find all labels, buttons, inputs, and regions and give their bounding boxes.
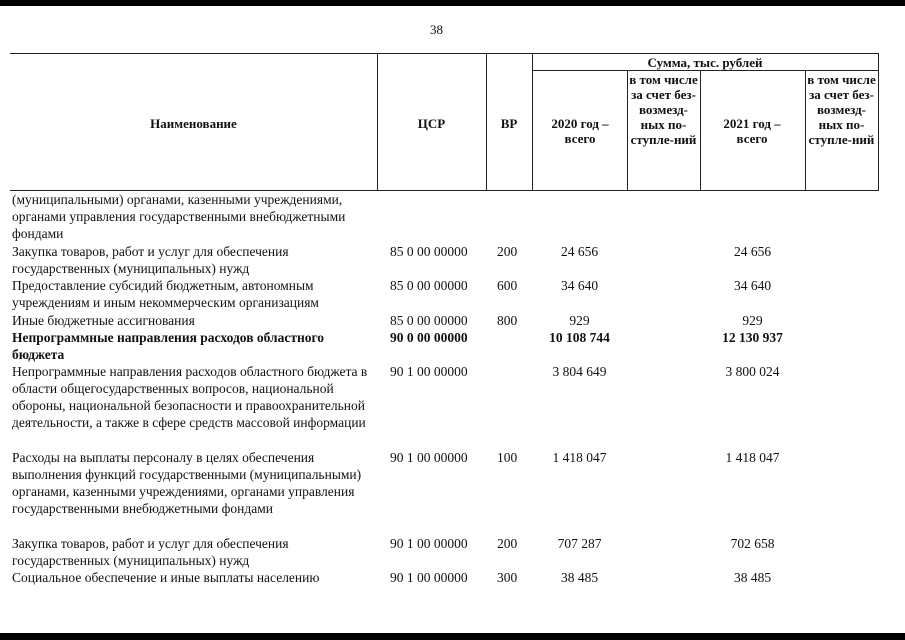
col-header-2020-incl: в том числе за счет без-возмезд-ных по-ступле-ний: [629, 72, 698, 147]
row-name: Непрограммные направления расходов областного бюджета: [12, 330, 325, 362]
row-value-2021: 12 130 937: [722, 330, 783, 345]
row-csr: 85 0 00 00000: [390, 313, 468, 328]
page-number: 38: [430, 22, 443, 37]
row-vr: 200: [497, 536, 518, 551]
row-value-2020: 929: [569, 313, 590, 328]
row-name: Расходы на выплаты персоналу в целях обеспечения выполнения функций государственными (муниципальными) органами, казенными учреждениями, органами управления государственными внебюджетными фондами: [12, 450, 362, 516]
row-value-2020: 38 485: [560, 570, 599, 585]
row-vr: 100: [497, 450, 518, 465]
row-name: Закупка товаров, работ и услуг для обеспечения государственных (муниципальных) нужд: [12, 244, 289, 276]
row-vr: 600: [497, 278, 518, 293]
row-name: Иные бюджетные ассигнования: [12, 313, 195, 328]
row-csr: 90 1 00 00000: [390, 570, 468, 585]
row-value-2020: 707 287: [557, 536, 602, 551]
col-header-name: Наименование: [150, 116, 237, 131]
row-name: Непрограммные направления расходов областного бюджета в области общегосударственных вопросов, национальной обороны, национальной безопасности и правоохранительной деятельности, а также в сфере средств массовой информации: [12, 364, 368, 430]
col-header-sum-group: Сумма, тыс. рублей: [647, 55, 763, 70]
row-vr: 200: [497, 244, 518, 259]
row-value-2021: 34 640: [733, 278, 772, 293]
row-name: Социальное обеспечение и иные выплаты населению: [12, 570, 320, 585]
row-name: Предоставление субсидий бюджетным, автономным учреждениям и иным некоммерческим организациям: [12, 278, 319, 310]
row-csr: 85 0 00 00000: [390, 278, 468, 293]
row-csr: 90 1 00 00000: [390, 450, 468, 465]
row-value-2020: 24 656: [560, 244, 599, 259]
row-value-2021: 702 658: [730, 536, 775, 551]
row-vr: 800: [497, 313, 518, 328]
top-border: [0, 0, 905, 6]
row-value-2020: 1 418 047: [552, 450, 607, 465]
row-vr: 300: [497, 570, 518, 585]
row-value-2020: 34 640: [560, 278, 599, 293]
row-value-2021: 24 656: [733, 244, 772, 259]
row-value-2021: 38 485: [733, 570, 772, 585]
row-value-2021: 1 418 047: [725, 450, 780, 465]
col-header-2021-incl: в том числе за счет без-возмезд-ных по-ступле-ний: [807, 72, 876, 147]
row-value-2021: 929: [742, 313, 763, 328]
bottom-border: [0, 633, 905, 640]
col-header-csr: ЦСР: [417, 116, 446, 131]
col-header-vr: ВР: [500, 116, 518, 131]
row-value-2021: 3 800 024: [725, 364, 780, 379]
row-csr: 85 0 00 00000: [390, 244, 468, 259]
row-csr: 90 1 00 00000: [390, 536, 468, 551]
row-csr: 90 1 00 00000: [390, 364, 468, 379]
row-name: (муниципальными) органами, казенными учреждениями, органами управления государственными внебюджетными фондами: [12, 192, 346, 241]
col-header-2020-total: 2020 год – всего: [551, 116, 609, 146]
row-name: Закупка товаров, работ и услуг для обеспечения государственных (муниципальных) нужд: [12, 536, 289, 568]
row-value-2020: 3 804 649: [552, 364, 607, 379]
row-value-2020: 10 108 744: [549, 330, 610, 345]
col-header-2021-total: 2021 год – всего: [723, 116, 781, 146]
row-csr: 90 0 00 00000: [390, 330, 468, 345]
